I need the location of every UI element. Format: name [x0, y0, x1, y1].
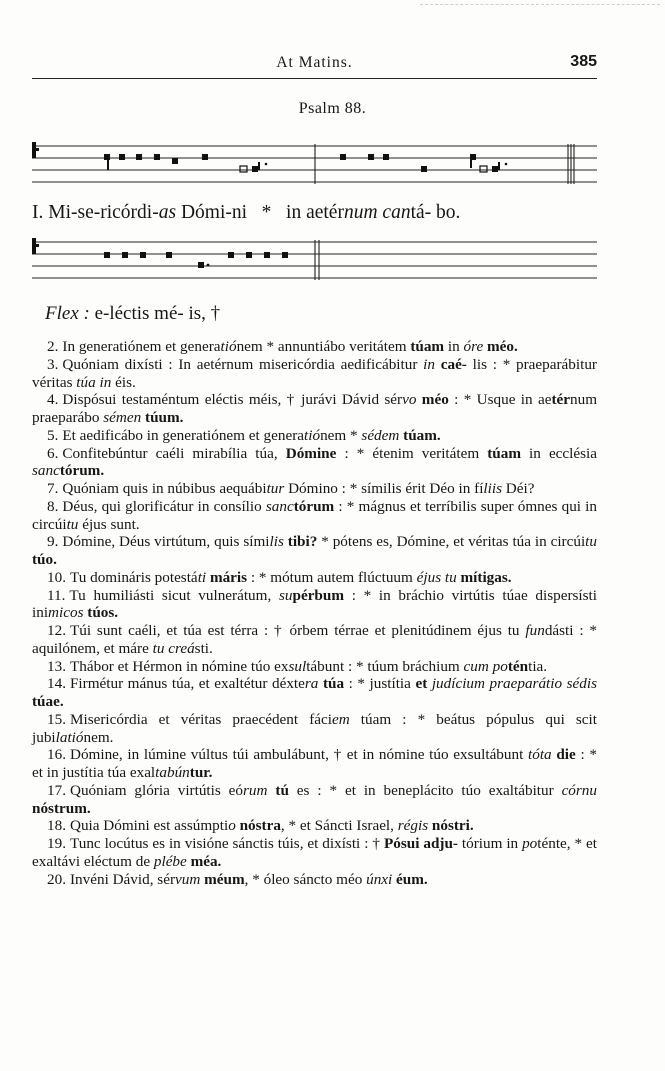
text-run: Dómine, Déus virtútum, quis sími — [62, 533, 270, 551]
text-run: túam : * beátus pópulus qui scit jubi — [32, 710, 597, 746]
psalm-verse — [32, 587, 597, 623]
text-run: túam — [487, 444, 521, 462]
text-run: nóstri. — [431, 817, 474, 835]
psalm-verse — [32, 711, 597, 747]
text-run: micos — [48, 604, 84, 622]
text-run: Dómine, in lúmine vúltus túi ambulábunt, † et in nómine túo exsultábunt — [69, 746, 529, 764]
scan-artifact-line — [420, 4, 660, 5]
text-run: túa — [322, 675, 345, 693]
psalm-verse — [32, 533, 597, 569]
text-run: plébe — [153, 852, 187, 870]
text-run: tórium in — [457, 835, 523, 852]
psalm-verse — [32, 427, 597, 445]
text-run: nóstra — [239, 817, 281, 835]
text-run: , — [273, 444, 278, 462]
text-run: Dispósui testaméntum eléctis méis, † jurávi Dávid sér — [62, 391, 403, 409]
psalm-verse — [32, 782, 597, 818]
text-run: can — [382, 202, 411, 223]
staff-2-notation — [32, 232, 597, 284]
text-run: Quia Dómini est assúmpti — [69, 817, 229, 835]
psalm-verse — [32, 480, 597, 498]
text-run: nem * — [320, 426, 362, 444]
psalm-verse — [32, 356, 597, 392]
text-run: túa in — [76, 373, 112, 391]
text-run: Tunc locútus es in visióne sánctis túis, et dixísti : † — [69, 835, 384, 852]
text-run: Et aedificábo in generatiónem et genera — [62, 426, 305, 444]
text-run: tia. — [528, 657, 548, 675]
page-header — [32, 52, 597, 79]
text-run: po — [522, 835, 538, 852]
text-run: túum. — [145, 409, 184, 426]
text-run: tu — [66, 515, 79, 533]
verse-number: 15. — [47, 710, 66, 728]
text-run: sédem — [361, 426, 400, 444]
text-run: et — [415, 675, 428, 693]
chant-staff-2 — [32, 232, 597, 284]
text-run: méa. — [190, 852, 222, 870]
text-run: I. — [32, 202, 44, 223]
text-run: : * Usque in ae — [448, 391, 552, 409]
text-run: tén — [507, 657, 529, 675]
text-run: Túi sunt caéli, et túa est térra : † órbem térrae et plenitúdinem éjus tu — [69, 622, 526, 639]
text-run: tu — [585, 533, 597, 551]
text-run: Dómi-ni — [176, 202, 248, 223]
psalm-verse — [32, 622, 597, 658]
verse-number: 14. — [47, 675, 66, 693]
psalm-verse — [32, 658, 597, 676]
text-run: sti. — [194, 639, 213, 657]
chant-staff-1 — [32, 138, 597, 188]
text-run: : * étenim veritátem — [336, 444, 488, 462]
text-run: tu creá — [152, 639, 195, 657]
text-run: : * mótum autem flúctuum — [247, 568, 417, 586]
text-run: túos. — [87, 604, 119, 622]
text-run: : * justítia — [344, 675, 416, 693]
text-run: Dómine — [285, 444, 337, 462]
text-run: tú — [275, 781, 289, 799]
verse-number: 2. — [47, 338, 59, 355]
text-run: caé- — [440, 355, 467, 373]
text-run: tur. — [189, 764, 213, 781]
text-run: éjus tu — [416, 568, 457, 586]
text-run: cum po — [463, 657, 508, 675]
text-run: sul — [288, 657, 307, 675]
text-run: , * et Sáncti Israel, — [280, 817, 398, 835]
verse-number: 6. — [47, 444, 59, 462]
text-run: , * óleo sáncto méo — [244, 870, 367, 888]
psalm-verse — [32, 498, 597, 534]
text-run: éjus sunt. — [78, 515, 140, 533]
text-run: nem. — [83, 728, 114, 746]
text-run: tá- bo. — [410, 202, 461, 223]
text-run: ti — [197, 568, 207, 586]
verse-number: 3. — [47, 355, 59, 373]
text-run: éum. — [396, 870, 428, 888]
psalm-verse — [32, 746, 597, 782]
running-title: At Matins. — [276, 54, 353, 71]
text-run: as — [158, 202, 177, 223]
psalm-verse — [32, 817, 597, 835]
text-run: es : * et in beneplácito túo exaltábitur — [288, 781, 562, 799]
c-clef — [32, 142, 39, 158]
text-run: Thábor et Hérmon in nómine túo ex — [69, 657, 289, 675]
text-run: nem * annuntiábo veritátem — [236, 338, 411, 355]
psalm-verse — [32, 871, 597, 889]
neumes-1 — [104, 154, 507, 172]
text-run: vum — [175, 870, 201, 888]
text-run: únxi — [366, 870, 393, 888]
text-run: Tu humiliásti sicut vulnerátum, — [69, 586, 279, 604]
text-run: Tu domináris potestá — [69, 568, 198, 586]
verse-number: 17. — [47, 781, 66, 799]
text-run: régis — [397, 817, 429, 835]
text-run: rum — [243, 781, 268, 799]
text-run: * — [247, 202, 287, 223]
verse-number: 7. — [47, 480, 59, 497]
verse-number: 16. — [47, 746, 66, 764]
text-run: num praeparábo — [32, 391, 598, 426]
text-run: In generatiónem et genera — [62, 338, 221, 355]
text-run: pérbum — [292, 586, 344, 604]
psalm-verse — [32, 569, 597, 587]
text-run: túam. — [403, 426, 441, 444]
text-run: máris — [209, 568, 248, 586]
text-run: latió — [55, 728, 84, 746]
text-run: sémen — [103, 409, 142, 426]
text-run: sanc — [32, 462, 60, 480]
verse-number: 18. — [47, 817, 66, 835]
text-run: num — [343, 202, 378, 223]
text-run: ténte, * et exaltávi eléctum de — [32, 835, 597, 870]
text-run: in — [444, 338, 464, 355]
text-run: Pósui adju- — [384, 835, 458, 852]
text-run: Dómino : * símilis érit Déo in fí — [284, 480, 484, 497]
text-run: tábunt : * túum bráchium — [306, 657, 464, 675]
verse-number: 9. — [47, 533, 59, 551]
text-run: : * in bráchio virtútis túae dispersísti ini — [32, 586, 597, 622]
verse-number: 4. — [47, 391, 59, 409]
text-run: lis : * praeparábitur véritas — [32, 355, 597, 391]
text-run: tió — [220, 338, 237, 355]
text-run: : * mágnus et terríbilis super ómnes qui in circúi — [32, 497, 597, 533]
text-run: o — [228, 817, 236, 835]
text-run: in ecclésia — [520, 444, 597, 462]
text-run: Quóniam quis in núbibus aequábi — [62, 480, 267, 497]
text-run: Déus, qui glorificátur in consílio — [62, 497, 266, 515]
text-run: Déi? — [502, 480, 535, 497]
text-run: tóta — [528, 746, 552, 764]
verse-number: 12. — [47, 622, 66, 639]
text-run: : * et in justítia túa exal — [32, 746, 597, 781]
text-run: Flex : — [45, 303, 90, 324]
psalm-verse — [32, 835, 597, 871]
text-run: judícium praeparátio sédis — [431, 675, 598, 693]
text-run: * pótens es, Dómine, et véritas túa in circúi — [317, 533, 586, 551]
text-run: méo — [421, 391, 449, 409]
text-run: túae. — [32, 693, 64, 710]
chant-lyric-line — [32, 202, 460, 224]
text-run: nóstrum. — [32, 799, 91, 817]
text-run: vo — [402, 391, 417, 409]
text-run: tórum. — [59, 462, 105, 480]
text-run: su — [278, 586, 293, 604]
text-run: sanc — [265, 497, 294, 515]
text-run: túam — [410, 338, 445, 355]
verse-number: 8. — [47, 497, 59, 515]
text-run: mítigas. — [460, 568, 512, 586]
text-run: fun — [525, 622, 545, 639]
page-number: 385 — [570, 53, 597, 70]
text-run: dásti : * aquilónem, et máre — [32, 622, 598, 657]
text-run: em — [331, 710, 350, 728]
staff-1-notation — [32, 138, 597, 188]
verse-number: 11. — [47, 586, 66, 604]
text-run: Misericórdia et véritas praecédent fáci — [69, 710, 332, 728]
psalm-verse — [32, 391, 597, 427]
psalm-verses — [32, 338, 597, 888]
text-run: Quóniam glória virtútis eó — [69, 781, 243, 799]
text-run: in — [423, 355, 435, 373]
verse-number: 13. — [47, 657, 66, 675]
text-run: tibi? — [287, 533, 318, 551]
text-run: tórum — [293, 497, 335, 515]
text-run: ra — [304, 675, 319, 693]
text-run: túo. — [32, 551, 57, 568]
c-clef — [32, 238, 39, 254]
text-run: Mi-se-ricórdi- — [43, 202, 159, 223]
text-run: éis. — [111, 373, 136, 391]
verse-number: 10. — [47, 568, 66, 586]
text-run: e-léctis mé- is, † — [89, 303, 221, 324]
text-run: tér — [551, 391, 570, 409]
text-run: córnu — [561, 781, 597, 799]
text-run: méum — [204, 870, 245, 888]
text-run: Invéni Dávid, sér — [69, 870, 175, 888]
psalm-verse — [32, 445, 597, 481]
text-run: Quóniam dixísti : In aetérnum misericórdia aedificábitur — [62, 355, 424, 373]
verse-number: 20. — [47, 870, 66, 888]
text-run: die — [556, 746, 576, 764]
text-run: lis — [269, 533, 284, 551]
text-run: méo. — [486, 338, 518, 355]
text-run: Confitebúntur caéli mirabília túa — [62, 444, 274, 462]
text-run: tió — [304, 426, 321, 444]
text-run: Firmétur mánus túa, et exaltétur déxte — [69, 675, 305, 693]
psalm-verse — [32, 338, 597, 356]
text-run: liis — [483, 480, 502, 497]
verse-number: 19. — [47, 835, 66, 852]
flex-line — [45, 303, 220, 325]
text-run — [278, 445, 286, 462]
psalm-verse — [32, 675, 597, 711]
text-run: in aetér — [286, 202, 344, 223]
psalm-title: Psalm 88. — [298, 100, 367, 117]
text-run: tabún — [155, 764, 190, 781]
text-run: óre — [463, 338, 484, 355]
text-run: tur — [266, 480, 285, 497]
verse-number: 5. — [47, 426, 59, 444]
